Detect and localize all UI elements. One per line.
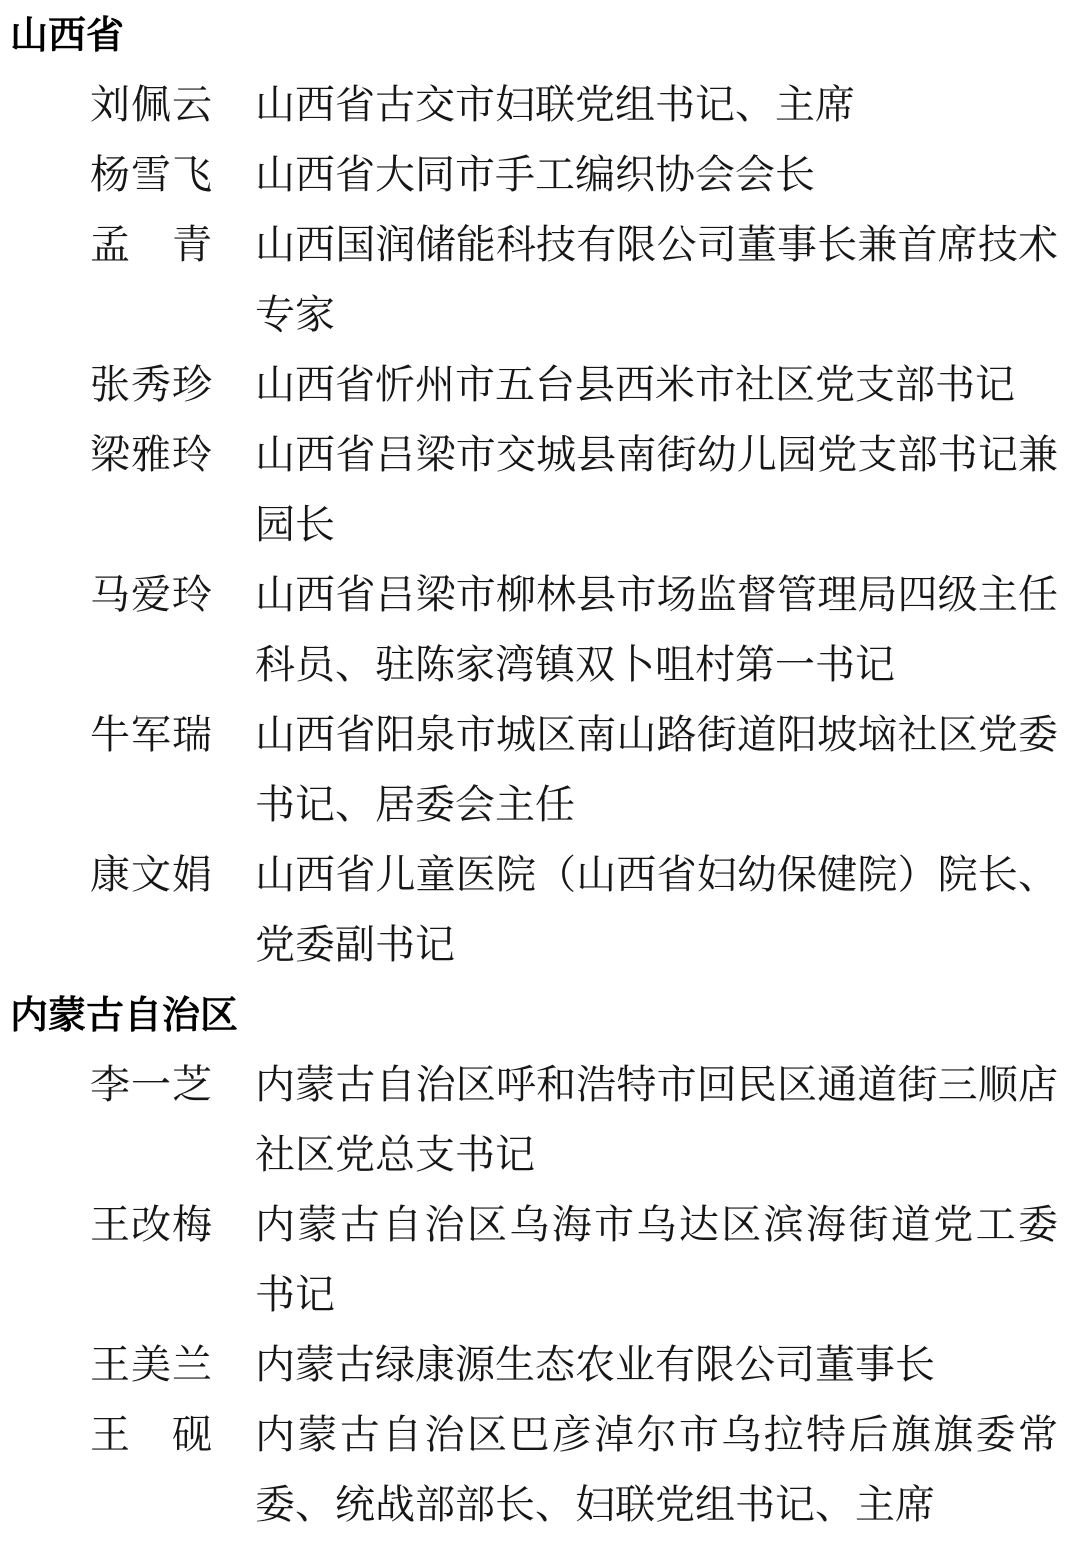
person-name: 王砚 [90,1412,212,1458]
title-line: 内蒙古自治区乌海市乌达区滨海街道党工委 [255,1202,1058,1248]
title-line: 山西省儿童医院（山西省妇幼保健院）院长、 [255,852,1058,898]
entry-row [0,1050,1080,1190]
person-title [255,840,1058,980]
section-neimenggu [0,980,1080,1540]
title-line: 书记 [255,1272,335,1318]
title-line: 内蒙古自治区巴彦淖尔市乌拉特后旗旗委常 [255,1412,1058,1458]
title-line: 山西国润储能科技有限公司董事长兼首席技术 [255,222,1058,268]
person-name: 王美兰 [90,1342,212,1388]
person-name: 马爱玲 [90,572,212,618]
person-title [255,1330,1058,1400]
title-line: 山西省大同市手工编织协会会长 [255,152,815,198]
entry-row [0,1330,1080,1400]
person-name: 杨雪飞 [90,152,212,198]
person-title [255,1190,1058,1330]
entry-row [0,350,1080,420]
person-title [255,140,1058,210]
title-line: 山西省古交市妇联党组书记、主席 [255,82,855,128]
title-line: 党委副书记 [255,922,455,968]
person-name: 孟青 [90,222,212,268]
province-header: 山西省 [10,13,125,57]
person-name: 梁雅玲 [90,432,212,478]
person-name: 刘佩云 [90,82,212,128]
title-line: 委、统战部部长、妇联党组书记、主席 [255,1482,935,1528]
title-line: 园长 [255,502,335,548]
entry-row [0,1190,1080,1330]
title-line: 内蒙古自治区呼和浩特市回民区通道街三顺店 [255,1062,1058,1108]
title-line: 书记、居委会主任 [255,782,575,828]
person-name: 李一芝 [90,1062,212,1108]
title-line: 专家 [255,292,335,338]
person-name: 牛军瑞 [90,712,212,758]
person-name: 张秀珍 [90,362,212,408]
entry-row [0,70,1080,140]
person-name: 王改梅 [90,1202,212,1248]
person-title [255,560,1058,700]
entry-row [0,700,1080,840]
entry-row [0,560,1080,700]
person-title [255,1050,1058,1190]
person-title [255,70,1058,140]
title-line: 山西省忻州市五台县西米市社区党支部书记 [255,362,1015,408]
person-title [255,210,1058,350]
title-line: 山西省吕梁市交城县南街幼儿园党支部书记兼 [255,432,1058,478]
title-line: 山西省阳泉市城区南山路街道阳坡垴社区党委 [255,712,1058,758]
person-title [255,1400,1058,1540]
title-line: 山西省吕梁市柳林县市场监督管理局四级主任 [255,572,1058,618]
person-title [255,350,1058,420]
entry-row [0,420,1080,560]
title-line: 内蒙古绿康源生态农业有限公司董事长 [255,1342,935,1388]
entry-row [0,210,1080,350]
entry-row [0,840,1080,980]
title-line: 科员、驻陈家湾镇双卜咀村第一书记 [255,642,895,688]
person-name: 康文娟 [90,852,212,898]
person-title [255,700,1058,840]
title-line: 社区党总支书记 [255,1132,535,1178]
entry-row [0,140,1080,210]
province-header: 内蒙古自治区 [10,993,239,1037]
entry-row [0,1400,1080,1540]
person-title [255,420,1058,560]
